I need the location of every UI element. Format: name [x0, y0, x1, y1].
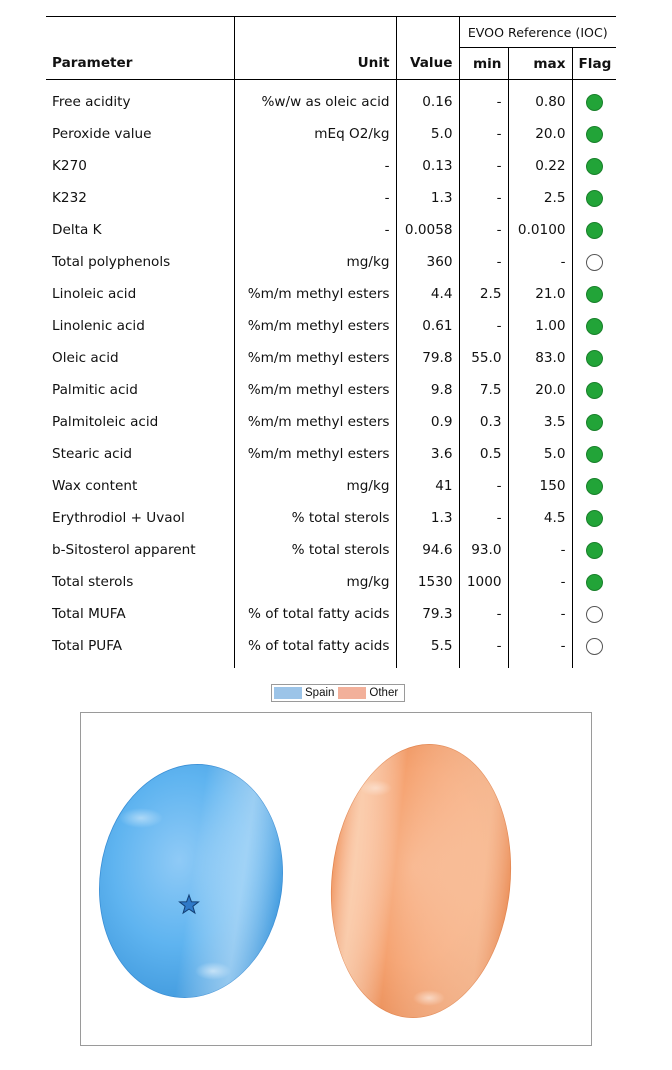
flag-none-icon [586, 606, 603, 623]
cell-value: 94.6 [396, 534, 459, 566]
chart-legend [271, 684, 405, 702]
cell-value: 41 [396, 470, 459, 502]
flag-pass-icon [586, 542, 603, 559]
flag-pass-icon [586, 222, 603, 239]
cell-flag [572, 438, 616, 470]
flag-pass-icon [586, 190, 603, 207]
reference-group-label: EVOO Reference (IOC) [459, 17, 616, 48]
table-row [46, 470, 616, 502]
cell-unit: - [234, 214, 396, 246]
cell-unit: mg/kg [234, 470, 396, 502]
header-unit: Unit [234, 48, 396, 80]
cell-parameter: Palmitic acid [46, 374, 234, 406]
cell-parameter: Total MUFA [46, 598, 234, 630]
cell-unit: mEq O2/kg [234, 118, 396, 150]
table-row [46, 566, 616, 598]
cell-parameter: Linolenic acid [46, 310, 234, 342]
cell-flag [572, 182, 616, 214]
table-row [46, 118, 616, 150]
cell-min: - [459, 470, 508, 502]
cell-min: - [459, 86, 508, 118]
cell-unit: %m/m methyl esters [234, 342, 396, 374]
cell-parameter: Total polyphenols [46, 246, 234, 278]
cell-max: 21.0 [508, 278, 572, 310]
cell-max: - [508, 598, 572, 630]
flag-none-icon [586, 254, 603, 271]
legend-label-spain: Spain [305, 687, 335, 699]
cell-max: 83.0 [508, 342, 572, 374]
cell-min: - [459, 182, 508, 214]
table-row [46, 438, 616, 470]
cell-unit: % of total fatty acids [234, 630, 396, 662]
cell-flag [572, 630, 616, 662]
cell-flag [572, 310, 616, 342]
cell-min: 7.5 [459, 374, 508, 406]
cell-unit: %m/m methyl esters [234, 310, 396, 342]
cell-parameter: Peroxide value [46, 118, 234, 150]
cell-value: 79.8 [396, 342, 459, 374]
cluster-other [318, 735, 524, 1026]
cell-parameter: Linoleic acid [46, 278, 234, 310]
cluster-plot-svg [81, 713, 591, 1045]
header-parameter: Parameter [46, 48, 234, 80]
flag-pass-icon [586, 350, 603, 367]
cell-value: 1.3 [396, 502, 459, 534]
cell-flag [572, 214, 616, 246]
cell-value: 1.3 [396, 182, 459, 214]
cell-flag [572, 502, 616, 534]
cluster-spain [85, 752, 298, 1009]
cell-parameter: Delta K [46, 214, 234, 246]
cell-value: 1530 [396, 566, 459, 598]
cell-flag [572, 150, 616, 182]
cell-min: 1000 [459, 566, 508, 598]
table-row [46, 246, 616, 278]
legend-swatch-other [338, 687, 366, 699]
cell-unit: %m/m methyl esters [234, 374, 396, 406]
cell-unit: %m/m methyl esters [234, 438, 396, 470]
cell-max: 0.80 [508, 86, 572, 118]
cell-unit: % total sterols [234, 534, 396, 566]
cell-max: 5.0 [508, 438, 572, 470]
cell-value: 0.0058 [396, 214, 459, 246]
cell-max: 2.5 [508, 182, 572, 214]
cluster-plot [80, 712, 592, 1046]
table-group-header-row [46, 17, 616, 48]
cell-value: 5.5 [396, 630, 459, 662]
legend-item-spain [274, 687, 334, 699]
cell-max: 1.00 [508, 310, 572, 342]
cell-parameter: Total sterols [46, 566, 234, 598]
cell-min: - [459, 150, 508, 182]
cell-unit: - [234, 150, 396, 182]
cell-min: 0.5 [459, 438, 508, 470]
cell-value: 0.9 [396, 406, 459, 438]
cell-value: 3.6 [396, 438, 459, 470]
table-row [46, 598, 616, 630]
cell-parameter: K232 [46, 182, 234, 214]
cell-unit: % of total fatty acids [234, 598, 396, 630]
cell-min: 0.3 [459, 406, 508, 438]
cell-min: - [459, 598, 508, 630]
table-row [46, 374, 616, 406]
table-row [46, 406, 616, 438]
table-row [46, 182, 616, 214]
flag-pass-icon [586, 478, 603, 495]
cell-max: 20.0 [508, 374, 572, 406]
table-column-header-row [46, 48, 616, 80]
cell-max: 0.22 [508, 150, 572, 182]
cell-parameter: Erythrodiol + Uvaol [46, 502, 234, 534]
cell-parameter: Palmitoleic acid [46, 406, 234, 438]
cell-flag [572, 470, 616, 502]
flag-pass-icon [586, 414, 603, 431]
cell-value: 0.13 [396, 150, 459, 182]
cell-parameter: Free acidity [46, 86, 234, 118]
cell-flag [572, 118, 616, 150]
header-min: min [459, 48, 508, 80]
cell-min: - [459, 118, 508, 150]
flag-pass-icon [586, 446, 603, 463]
cell-max: - [508, 566, 572, 598]
cell-unit: mg/kg [234, 566, 396, 598]
cell-unit: % total sterols [234, 502, 396, 534]
cell-max: - [508, 246, 572, 278]
cell-unit: %m/m methyl esters [234, 278, 396, 310]
cell-parameter: Total PUFA [46, 630, 234, 662]
table-row [46, 214, 616, 246]
cell-max: - [508, 534, 572, 566]
cell-min: 93.0 [459, 534, 508, 566]
cell-min: - [459, 214, 508, 246]
header-max: max [508, 48, 572, 80]
cell-flag [572, 534, 616, 566]
cell-max: - [508, 630, 572, 662]
flag-pass-icon [586, 318, 603, 335]
cell-flag [572, 374, 616, 406]
cell-max: 4.5 [508, 502, 572, 534]
cell-min: 55.0 [459, 342, 508, 374]
cell-max: 20.0 [508, 118, 572, 150]
legend-swatch-spain [274, 687, 302, 699]
cell-min: - [459, 630, 508, 662]
table-row [46, 534, 616, 566]
table-row [46, 630, 616, 662]
cell-flag [572, 246, 616, 278]
cell-value: 79.3 [396, 598, 459, 630]
table-row [46, 278, 616, 310]
table-row [46, 86, 616, 118]
cell-flag [572, 342, 616, 374]
cell-unit: - [234, 182, 396, 214]
header-value: Value [396, 48, 459, 80]
cell-value: 9.8 [396, 374, 459, 406]
cell-flag [572, 406, 616, 438]
cell-parameter: Oleic acid [46, 342, 234, 374]
cell-max: 0.0100 [508, 214, 572, 246]
header-flag: Flag [572, 48, 616, 80]
cell-flag [572, 566, 616, 598]
cell-unit: mg/kg [234, 246, 396, 278]
cell-value: 0.61 [396, 310, 459, 342]
flag-pass-icon [586, 382, 603, 399]
cell-value: 4.4 [396, 278, 459, 310]
cell-flag [572, 598, 616, 630]
cell-max: 150 [508, 470, 572, 502]
cell-min: 2.5 [459, 278, 508, 310]
table-row [46, 310, 616, 342]
cell-flag [572, 86, 616, 118]
cell-unit: %w/w as oleic acid [234, 86, 396, 118]
evoo-parameter-table [46, 16, 616, 668]
legend-item-other [338, 687, 398, 699]
table-row [46, 502, 616, 534]
flag-pass-icon [586, 94, 603, 111]
flag-none-icon [586, 638, 603, 655]
cell-unit: %m/m methyl esters [234, 406, 396, 438]
cell-parameter: K270 [46, 150, 234, 182]
cell-value: 5.0 [396, 118, 459, 150]
flag-pass-icon [586, 286, 603, 303]
cell-value: 0.16 [396, 86, 459, 118]
cell-min: - [459, 246, 508, 278]
cell-flag [572, 278, 616, 310]
cell-parameter: Stearic acid [46, 438, 234, 470]
cell-min: - [459, 502, 508, 534]
flag-pass-icon [586, 574, 603, 591]
flag-pass-icon [586, 158, 603, 175]
table-row [46, 342, 616, 374]
cell-min: - [459, 310, 508, 342]
cell-max: 3.5 [508, 406, 572, 438]
cell-value: 360 [396, 246, 459, 278]
flag-pass-icon [586, 510, 603, 527]
flag-pass-icon [586, 126, 603, 143]
legend-label-other: Other [369, 687, 399, 699]
cell-parameter: Wax content [46, 470, 234, 502]
table-row [46, 150, 616, 182]
cell-parameter: b-Sitosterol apparent [46, 534, 234, 566]
